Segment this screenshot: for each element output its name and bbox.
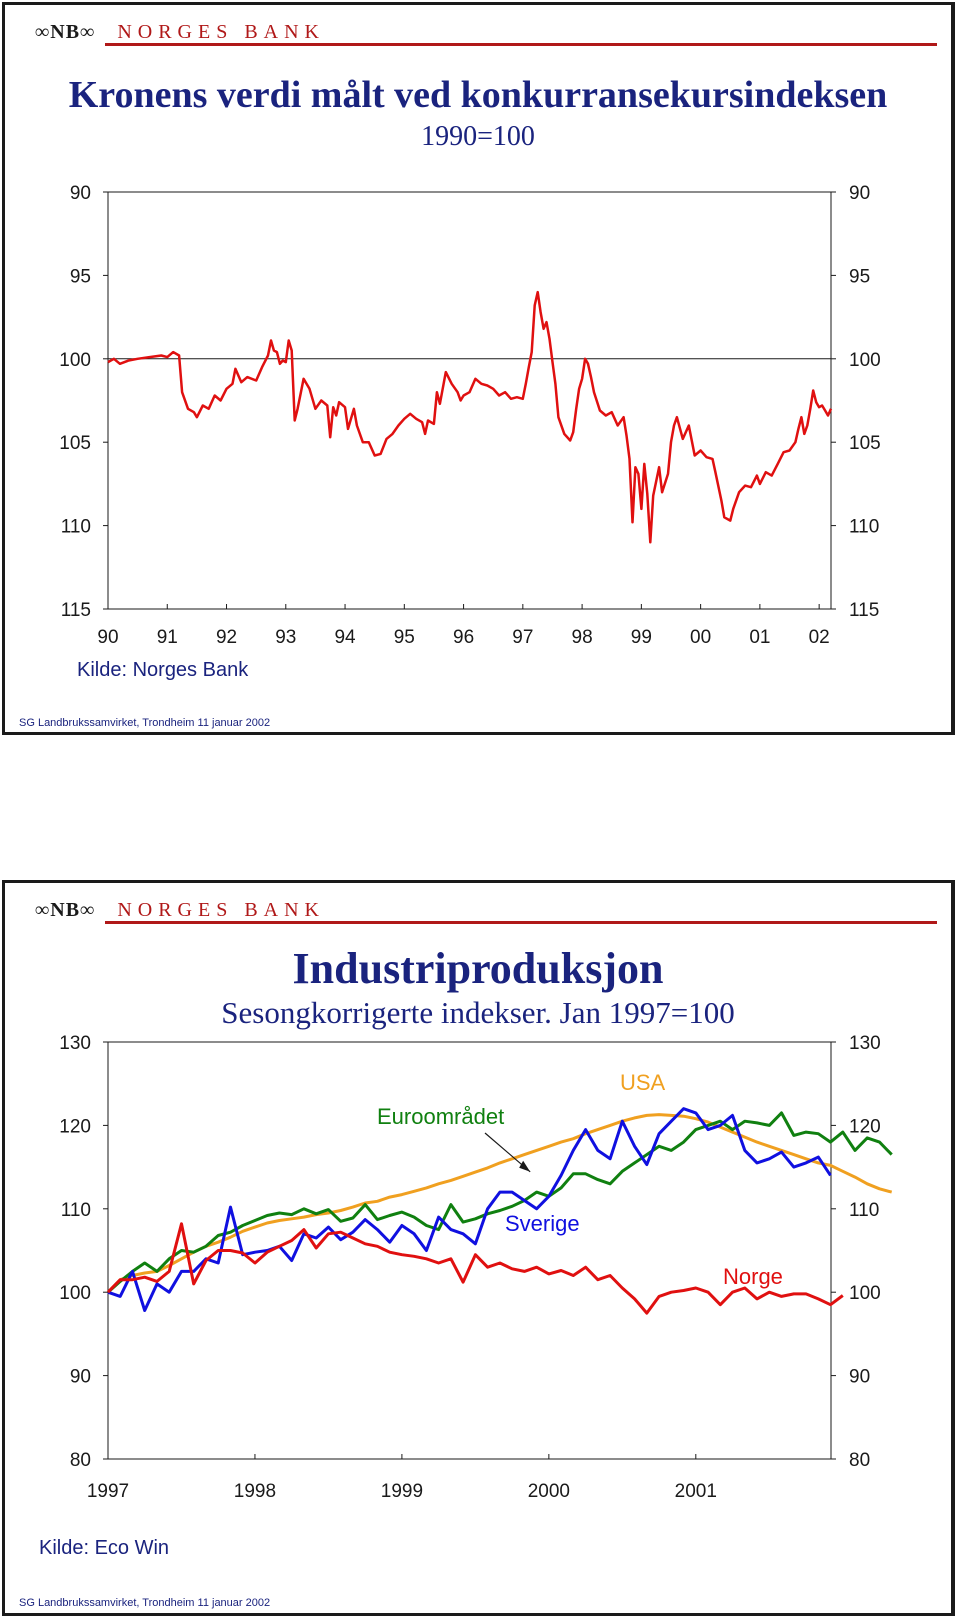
- norges-bank-wordmark: NORGES BANK: [117, 898, 325, 921]
- chart1-xtick-label: 90: [97, 627, 119, 648]
- chart1-footer: SG Landbrukssamvirket, Trondheim 11 januar 2002: [19, 717, 271, 729]
- chart1-ytick-label-left: 110: [60, 516, 91, 538]
- chart1-xtick-label: 93: [275, 627, 297, 648]
- chart2-plot: [5, 883, 958, 1619]
- chart2-footer: SG Landbrukssamvirket, Trondheim 11 januar 2002: [19, 1597, 271, 1609]
- slide-industriproduksjon: [2, 880, 955, 1616]
- chart1-ytick-label-left: 115: [60, 600, 91, 621]
- chart2-xtick-label: 1998: [233, 1481, 277, 1502]
- chart2-label-norge: Norge: [723, 1264, 783, 1289]
- chart1-ytick-label-left: 90: [69, 183, 91, 204]
- chart2-ytick-label-left: 80: [69, 1450, 91, 1471]
- chart1-xtick-label: 95: [393, 627, 415, 648]
- chart2-subtitle: Sesongkorrigerte indekser. Jan 1997=100: [221, 995, 735, 1030]
- chart1-ytick-label-right: 115: [849, 600, 880, 621]
- chart2-ytick-label-right: 80: [849, 1450, 871, 1471]
- chart1-subtitle: 1990=100: [421, 121, 535, 152]
- chart1-ytick-label-right: 105: [849, 433, 881, 455]
- chart1-xtick-label: 97: [512, 627, 534, 648]
- chart1-ytick-label-right: 95: [849, 266, 871, 288]
- chart1-frame: [108, 192, 831, 609]
- chart2-label-euroomrdet: Euroområdet: [377, 1104, 505, 1129]
- norges-bank-wordmark: NORGES BANK: [117, 20, 325, 43]
- chart2-ytick-label-left: 100: [59, 1283, 91, 1305]
- chart1-xtick-label: 01: [749, 627, 771, 648]
- chart2-ytick-label-right: 120: [849, 1116, 881, 1138]
- chart2-ytick-label-left: 90: [69, 1366, 91, 1388]
- chart2-label-usa: USA: [620, 1070, 666, 1095]
- chart1-xtick-label: 99: [630, 627, 652, 648]
- chart2-ytick-label-right: 100: [849, 1283, 881, 1305]
- chart2-title: Industriproduksjon: [292, 944, 664, 993]
- chart1-plot: [5, 5, 958, 738]
- slide-kronens-verdi: [2, 2, 955, 735]
- chart1-xtick-label: 02: [808, 627, 830, 648]
- chart2-euro-arrowhead: [519, 1161, 530, 1172]
- nb-logo-mark: ∞NB∞: [35, 898, 96, 921]
- chart2-ytick-label-left: 130: [59, 1033, 91, 1054]
- chart2-xtick-label: 1999: [380, 1481, 424, 1502]
- chart1-series-line: [108, 292, 831, 542]
- chart2-ytick-label-right: 110: [849, 1199, 880, 1221]
- chart2-ytick-label-left: 110: [60, 1199, 91, 1221]
- chart1-xtick-label: 98: [571, 627, 593, 648]
- chart1-xtick-label: 96: [453, 627, 475, 648]
- chart1-ytick-label-right: 90: [849, 183, 871, 204]
- chart2-ytick-label-left: 120: [59, 1116, 91, 1138]
- chart2-ytick-label-right: 130: [849, 1033, 881, 1054]
- chart1-xtick-label: 00: [690, 627, 712, 648]
- chart1-ytick-label-right: 100: [849, 349, 881, 371]
- chart1-source: Kilde: Norges Bank: [77, 659, 249, 681]
- chart1-ytick-label-left: 105: [59, 433, 91, 455]
- chart2-xtick-label: 1997: [86, 1481, 130, 1502]
- chart1-xtick-label: 94: [334, 627, 356, 648]
- chart2-xtick-label: 2001: [674, 1481, 717, 1502]
- chart1-xtick-label: 91: [156, 627, 178, 648]
- chart1-xtick-label: 92: [215, 627, 238, 648]
- chart2-xtick-label: 2000: [527, 1481, 570, 1502]
- chart1-title: Kronens verdi målt ved konkurransekursindeksen: [68, 74, 888, 116]
- chart2-label-sverige: Sverige: [505, 1211, 580, 1236]
- chart1-ytick-label-left: 95: [69, 266, 91, 288]
- chart1-ytick-label-left: 100: [59, 349, 91, 371]
- chart2-source: Kilde: Eco Win: [39, 1537, 170, 1559]
- chart1-ytick-label-right: 110: [849, 516, 880, 538]
- nb-logo-mark: ∞NB∞: [35, 20, 96, 43]
- chart2-ytick-label-right: 90: [849, 1366, 871, 1388]
